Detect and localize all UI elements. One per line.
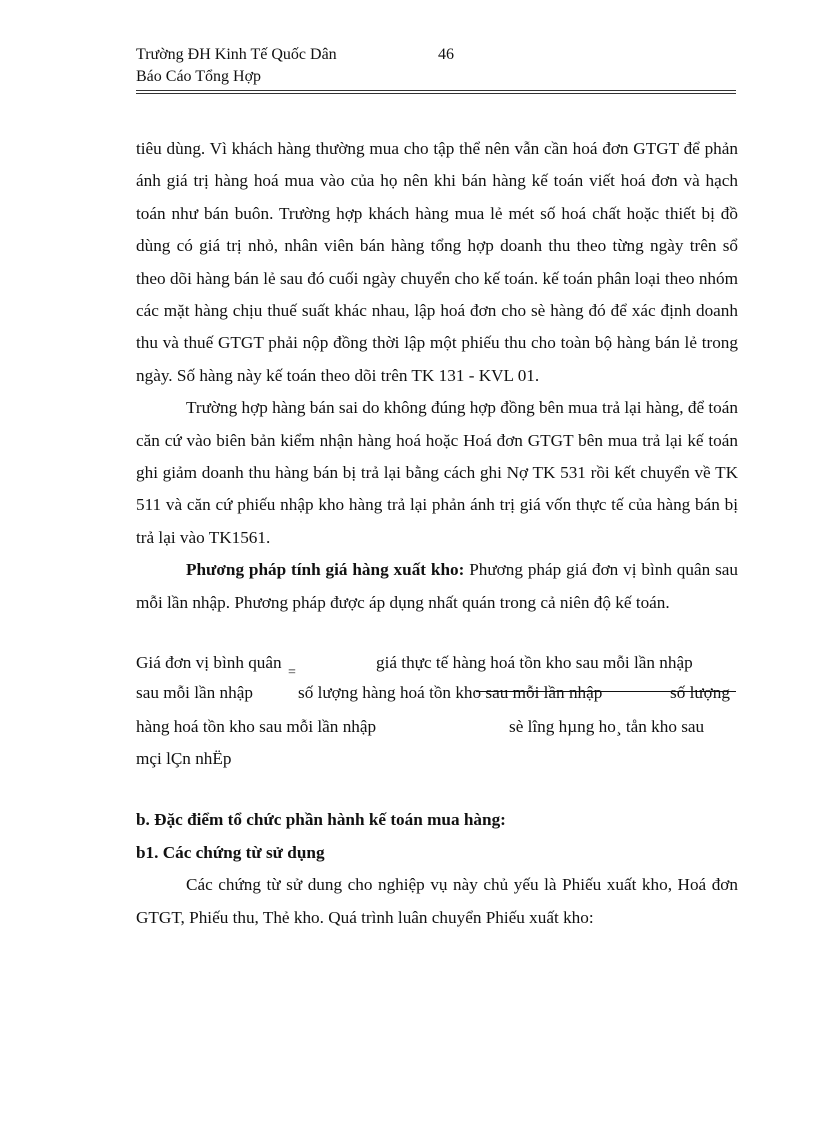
- formula-lhs-line1: Giá đơn vị bình quân: [136, 653, 282, 673]
- pricing-method-label: Phương pháp tính giá hàng xuất kho:: [186, 560, 465, 580]
- page-header: [136, 44, 736, 88]
- school-name: Trường ĐH Kinh Tế Quốc Dân: [136, 46, 337, 63]
- formula-right-fragment: số lượng: [670, 683, 730, 703]
- paragraph-continuation: tiêu dùng. Vì khách hàng thường mua cho tập thể nên vẫn cần hoá đơn GTGT để phản ánh giá trị hàng hoá mua vào của họ nên khi bán hàng kế toán viết hoá đơn và hạch toán như bán buôn. Trường hợp khách hàng mua lẻ mét số hoá chất hoặc thiết bị đồ dùng có giá trị nhỏ, nhân viên bán hàng tổng hợp doanh thu theo từng ngày trên sổ theo dõi hàng bán lẻ sau đó cuối ngày chuyển cho kế toán. kế toán phân loại theo nhóm các mặt hàng chịu thuế suất khác nhau, lập hoá đơn cho sè hàng đó để xác định doanh thu và thuế GTGT phải nộp đồng thời lập một phiếu thu cho toàn bộ hàng bán lẻ trong ngày. Số hàng này kế toán theo dõi trên TK 131 - KVL 01.: [136, 139, 738, 385]
- paragraph-documents-used: Các chứng từ sử dung cho nghiệp vụ này chủ yếu là Phiếu xuất kho, Hoá đơn GTGT, Phiếu thu, Thẻ kho. Quá trình luân chuyển Phiếu xuất kho:: [136, 875, 738, 927]
- document-body: [136, 133, 738, 934]
- formula-line3-left: hàng hoá tồn kho sau mỗi lần nhập: [136, 717, 377, 737]
- report-title: Báo Cáo Tổng Hợp: [136, 68, 262, 85]
- section-b1-heading: b1. Các chứng từ sử dụng: [136, 843, 325, 863]
- average-price-formula: [136, 649, 738, 781]
- header-line: [136, 44, 736, 66]
- formula-numerator: giá thực tế hàng hoá tồn kho sau mỗi lần nhập: [376, 653, 693, 673]
- formula-equals: =: [288, 665, 296, 681]
- pricing-method-text: Phương pháp giá đơn vị bình quân sau mỗi lần nhập. Phương pháp được áp dụng nhất quán trong cả niên độ kế toán.: [136, 560, 738, 612]
- header-divider: [136, 90, 736, 94]
- formula-denominator: số lượng hàng hoá tồn kho sau mỗi lần nhập: [298, 683, 603, 703]
- formula-line3-right: sè lîng hµng ho¸ tån kho sau: [509, 717, 705, 737]
- page-number: 46: [438, 46, 454, 63]
- formula-lhs-line2: sau mỗi lần nhập: [136, 683, 253, 703]
- paragraph-pricing-method: [136, 554, 738, 619]
- section-b-heading: b. Đặc điểm tổ chức phần hành kế toán mua hàng:: [136, 810, 506, 830]
- formula-line4: mçi lÇn nhËp: [136, 749, 232, 769]
- paragraph-returned-goods: Trường hợp hàng bán sai do không đúng hợp đồng bên mua trả lại hàng, để toán căn cứ vào biên bản kiểm nhận hàng hoá hoặc Hoá đơn GTGT bên mua trả lại kế toán ghi giảm doanh thu hàng bán bị trả lại bằng cách ghi Nợ TK 531 rồi kết chuyển về TK 511 và căn cứ phiếu nhập kho hàng trả lại phản ánh trị giá vốn thực tế của hàng bán bị trả lại vào TK1561.: [136, 398, 738, 547]
- fraction-bar: [476, 691, 736, 692]
